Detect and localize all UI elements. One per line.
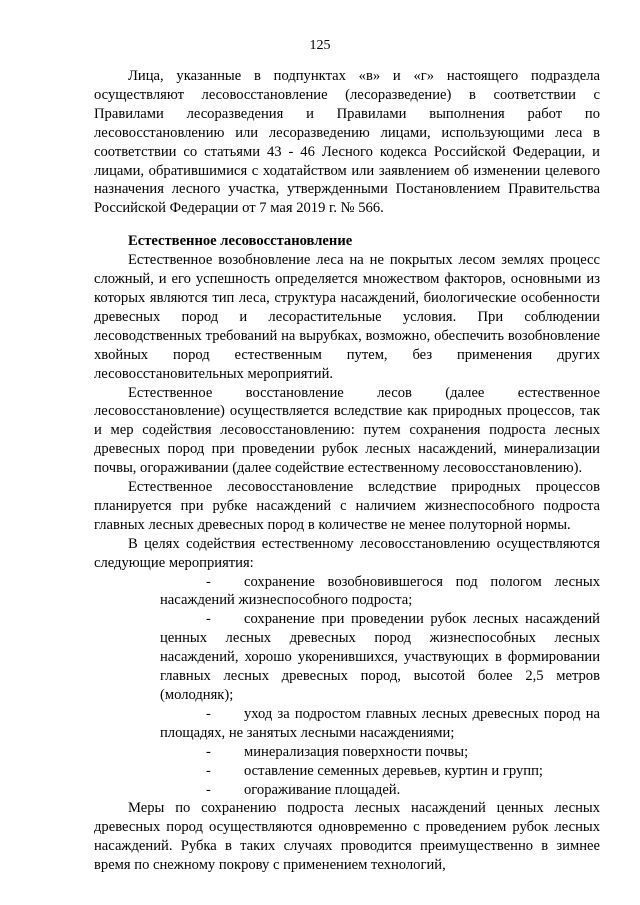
section-heading: Естественное лесовосстановление <box>128 233 353 250</box>
list-item-text: огораживание площадей. <box>244 781 401 798</box>
list-dash: - <box>206 762 211 779</box>
list-item-text: сохранение при проведении рубок лесных насаждений ценных лесных древесных пород жизнеспособных лесных насаждений, хорошо укоренившихся, участвующих в формировании главных лесных древесных пород, высотой более 2,5 метров (молодняк); <box>160 611 600 703</box>
list-item-text: минерализация поверхности почвы; <box>244 743 469 760</box>
list-dash: - <box>206 781 211 798</box>
paragraph-measures-intro: В целях содействия естественному лесовосстановлению осуществляются следующие мероприятия: <box>94 535 600 571</box>
paragraph-reforestation-rules: Лица, указанные в подпунктах «в» и «г» настоящего подраздела осуществляют лесовосстановление (лесоразведение) в соответствии с Правилами лесоразведения и Правилами выполнения работ по лесовосстановлению или лесоразведению лицами, использующими леса в соответствии со статьями 43 - 46 Лесного кодекса Российской Федерации, и лицами, обратившимися с ходатайством или заявлением об изменении целевого назначения лесного участка, утвержденными Постановлением Правительства Российской Федерации от 7 мая 2019 г. № 566. <box>94 68 600 217</box>
paragraph-natural-processes: Естественное лесовосстановление вследствие природных процессов планируется при рубке насаждений с наличием жизнеспособного подроста главных лесных древесных пород в количестве не менее полуторной нормы. <box>94 479 600 533</box>
list-item-text: сохранение возобновившегося под пологом лесных насаждений жизнеспособного подроста; <box>160 573 600 609</box>
page-number: 125 <box>309 38 331 53</box>
paragraph-natural-renewal: Естественное возобновление леса на не покрытых лесом землях процесс сложный, и его успешность определяется множеством факторов, основными из которых являются тип леса, структура насаждений, биологические особенности древесных пород и лесорастительные условия. При соблюдении лесоводственных требований на вырубках, возможно, обеспечить возобновление хвойных пород естественным путем, без применения других лесовосстановительных мероприятий. <box>94 252 600 382</box>
list-dash: - <box>206 611 211 628</box>
list-dash: - <box>206 705 211 722</box>
list-item <box>94 573 600 611</box>
list-item <box>94 781 600 800</box>
list-dash: - <box>206 573 211 590</box>
paragraph-natural-restoration-definition: Естественное восстановление лесов (далее естественное лесовосстановление) осуществляется вследствие как природных процессов, так и мер содействия лесовосстановлению: путем сохранения подроста лесных древесных пород при проведении рубок лесных насаждений, минерализации почвы, огораживании (далее содействие естественному лесовосстановлению). <box>94 384 600 477</box>
list-item-text: оставление семенных деревьев, куртин и групп; <box>244 762 543 779</box>
list-item <box>94 743 600 762</box>
paragraph-undergrowth-preservation: Меры по сохранению подроста лесных насаждений ценных лесных древесных пород осуществляются одновременно с проведением рубок лесных насаждений. Рубка в таких случаях проводится преимущественно в зимнее время по снежному покрову с применением технологий, <box>94 800 600 874</box>
list-item <box>94 610 600 705</box>
list-item <box>94 705 600 743</box>
list-item <box>94 762 600 781</box>
list-item-text: уход за подростом главных лесных древесных пород на площадях, не занятых лесными насаждениями; <box>160 705 600 741</box>
measures-list <box>94 573 600 800</box>
body-text <box>94 67 600 875</box>
list-dash: - <box>206 743 211 760</box>
